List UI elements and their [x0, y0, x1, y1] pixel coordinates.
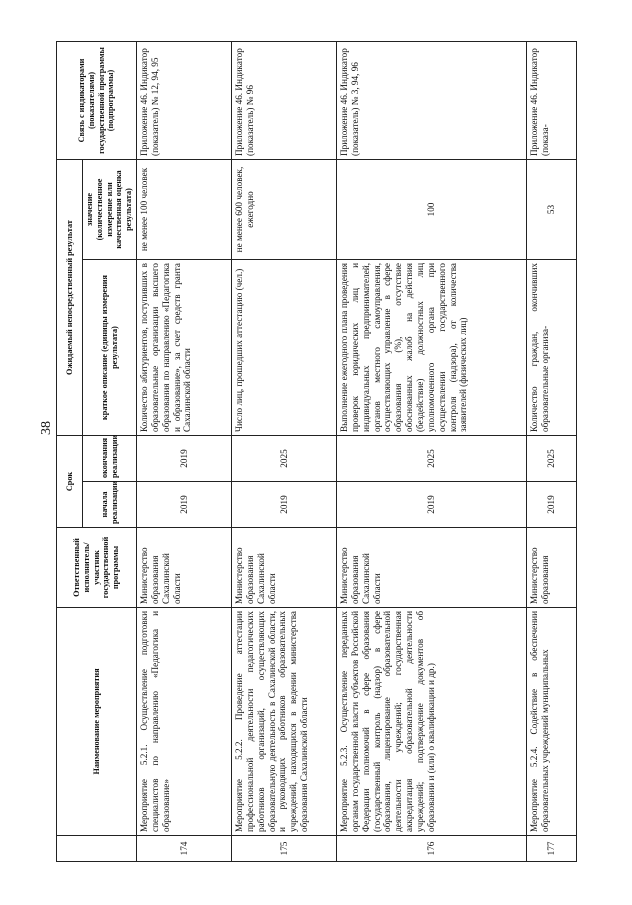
- header-responsible: Ответственный исполнитель/участник государственной программы: [57, 528, 137, 608]
- row-responsible: Министерство образования: [527, 528, 577, 608]
- row-number: 175: [232, 836, 337, 862]
- page-number: 38: [39, 421, 54, 435]
- header-short-desc: краткое описание (единицы измерения результата): [83, 260, 137, 436]
- header-value: значение (количественное измерение или качественная оценка результата): [83, 159, 137, 259]
- table-row: [337, 41, 527, 861]
- header-end: окончания реализации: [83, 436, 137, 482]
- row-name: Мероприятие 5.2.1. Осуществление подготовки специалистов по направлению «Педагогика и образование»: [137, 608, 232, 836]
- table-row: [527, 41, 577, 861]
- header-link: Связь с индикаторами (показателями) государственной программы (подпрограммы): [57, 41, 137, 159]
- header-number: [57, 836, 137, 862]
- rotated-table-container: [56, 42, 576, 862]
- row-link: Приложение 46. Индикатор (показатель) № 96: [232, 41, 337, 159]
- row-desc: Выполнение ежегодного плана проведения проверок юридических лиц и индивидуальных предпринимателей, органов местного самоуправления, осуществляющих управление в сфере образования (%), отсутствие обоснованных жалоб на действия (бездействие) должностных лиц уполномоченного органа при осуществлении государственного контроля (надзора), от количества заявителей (физических лиц): [337, 260, 527, 436]
- row-name: Мероприятие 5.2.2. Проведение аттестации профессиональной деятельности педагогических работников организаций, осуществляющих образовательную деятельность в Сахалинской области, и руководящих работников образовательных учреждений, находящихся в ведении министерства образования Сахалинской области: [232, 608, 337, 836]
- row-start: 2019: [527, 482, 577, 528]
- row-end: 2019: [137, 436, 232, 482]
- row-desc: Количество граждан, окончивших образовательные организа-: [527, 260, 577, 436]
- row-desc: Количество абитуриентов, поступивших в образовательные организации высшего образования по направлению «Педагогика и образование», за счет средств гранта Сахалинской области: [137, 260, 232, 436]
- row-desc: Число лиц, прошедших аттестацию (чел.): [232, 260, 337, 436]
- row-end: 2025: [527, 436, 577, 482]
- row-link: Приложение 46. Индикатор (показатель) № 3, 94, 96: [337, 41, 527, 159]
- row-name: Мероприятие 5.2.4. Содействие в обеспечении образовательных учреждений муниципальных: [527, 608, 577, 836]
- row-number: 174: [137, 836, 232, 862]
- row-value: 53: [527, 159, 577, 259]
- activities-table: [56, 41, 577, 862]
- row-link: Приложение 46. Индикатор (показа-: [527, 41, 577, 159]
- row-start: 2019: [232, 482, 337, 528]
- row-end: 2025: [232, 436, 337, 482]
- row-responsible: Министерство образования Сахалинской области: [337, 528, 527, 608]
- header-name: Наименование мероприятия: [57, 608, 137, 836]
- row-number: 177: [527, 836, 577, 862]
- row-responsible: Министерство образования Сахалинской области: [232, 528, 337, 608]
- header-result: Ожидаемый непосредственный результат: [57, 159, 83, 435]
- row-responsible: Министерство образования Сахалинской области: [137, 528, 232, 608]
- row-value: не менее 100 человек: [137, 159, 232, 259]
- row-start: 2019: [137, 482, 232, 528]
- row-start: 2019: [337, 482, 527, 528]
- row-name: Мероприятие 5.2.3. Осуществление переданных органам государственной власти субъектов Российской Федерации полномочий в сфере образования (государственный контроль (надзор) в сфере образования, лицензирование образовательной деятельности учреждений; государственная аккредитация образовательной деятельности учреждений; подтверждение документов об образовании и (или) о квалификации и др.): [337, 608, 527, 836]
- row-link: Приложение 46. Индикатор (показатель) № 12, 94, 95: [137, 41, 232, 159]
- table-row: [137, 41, 232, 861]
- row-value: 100: [337, 159, 527, 259]
- row-end: 2025: [337, 436, 527, 482]
- row-number: 176: [337, 836, 527, 862]
- table-row: [232, 41, 337, 861]
- header-start: начала реализации: [83, 482, 137, 528]
- header-term: Срок: [57, 436, 83, 528]
- row-value: не менее 600 человек, ежегодно: [232, 159, 337, 259]
